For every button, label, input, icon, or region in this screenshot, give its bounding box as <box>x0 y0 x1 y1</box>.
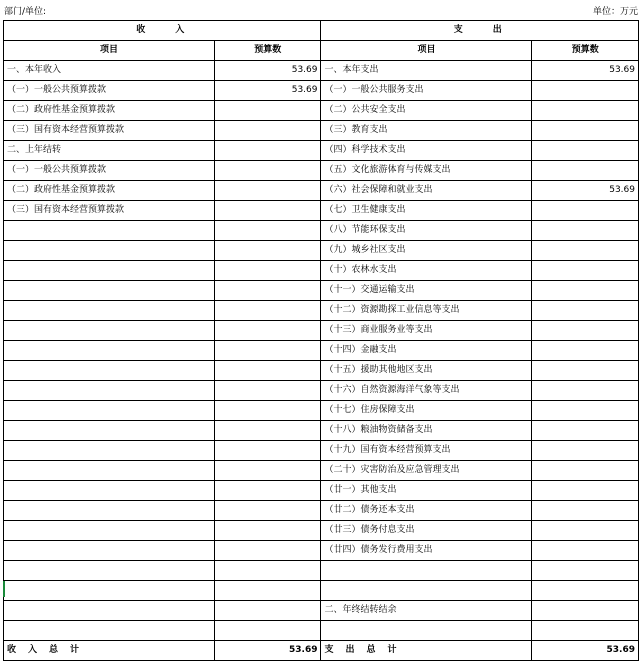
income-value-cell <box>214 241 321 261</box>
expense-value-cell: 53.69 <box>532 181 639 201</box>
expense-value-cell <box>532 221 639 241</box>
expense-value-cell <box>532 381 639 401</box>
table-row <box>4 561 639 581</box>
income-value-cell <box>214 581 321 601</box>
expense-item-cell: （十六）自然资源海洋气象等支出 <box>321 381 532 401</box>
expense-value-cell <box>532 281 639 301</box>
expense-item-cell: （廿一）其他支出 <box>321 481 532 501</box>
expense-item-cell: （九）城乡社区支出 <box>321 241 532 261</box>
expense-value-cell <box>532 581 639 601</box>
income-value-cell <box>214 441 321 461</box>
income-item-cell <box>4 561 215 581</box>
income-item-cell <box>4 461 215 481</box>
expense-total-label: 支出总计 <box>321 641 532 661</box>
budget-table <box>3 20 639 661</box>
total-row <box>4 641 639 661</box>
expense-item-cell: （十一）交通运输支出 <box>321 281 532 301</box>
income-value-cell <box>214 561 321 581</box>
income-value-cell: 53.69 <box>214 61 321 81</box>
header-row-main <box>4 21 639 41</box>
expense-value-cell <box>532 321 639 341</box>
expense-item-cell: （七）卫生健康支出 <box>321 201 532 221</box>
expense-item-cell: （廿四）债务发行费用支出 <box>321 541 532 561</box>
income-value-cell <box>214 201 321 221</box>
table-row <box>4 341 639 361</box>
expense-total-value: 53.69 <box>532 641 639 661</box>
income-budget-header: 预算数 <box>214 41 321 61</box>
income-value-cell <box>214 501 321 521</box>
expense-header: 支 出 <box>321 21 639 41</box>
income-value-cell <box>214 601 321 621</box>
income-item-cell: （三）国有资本经营预算拨款 <box>4 201 215 221</box>
expense-item-cell <box>321 581 532 601</box>
table-row <box>4 161 639 181</box>
income-value-cell <box>214 301 321 321</box>
expense-value-cell <box>532 141 639 161</box>
table-row <box>4 261 639 281</box>
expense-value-cell <box>532 401 639 421</box>
income-item-cell <box>4 501 215 521</box>
expense-item-cell: （十八）粮油物资储备支出 <box>321 421 532 441</box>
table-row <box>4 141 639 161</box>
expense-item-cell: （八）节能环保支出 <box>321 221 532 241</box>
income-value-cell <box>214 181 321 201</box>
expense-item-header: 项目 <box>321 41 532 61</box>
expense-item-cell: （十五）援助其他地区支出 <box>321 361 532 381</box>
expense-item-cell: （二十）灾害防治及应急管理支出 <box>321 461 532 481</box>
income-total-label: 收入总计 <box>4 641 215 661</box>
income-value-cell <box>214 261 321 281</box>
income-item-cell: （一）一般公共预算拨款 <box>4 161 215 181</box>
table-row <box>4 381 639 401</box>
income-item-cell <box>4 481 215 501</box>
table-row <box>4 241 639 261</box>
income-item-cell: 二、上年结转 <box>4 141 215 161</box>
income-value-cell <box>214 221 321 241</box>
income-item-cell <box>4 321 215 341</box>
table-row <box>4 581 639 601</box>
income-value-cell <box>214 381 321 401</box>
expense-value-cell <box>532 621 639 641</box>
unit-label: 单位：万元 <box>592 7 638 17</box>
selection-marker <box>3 581 5 597</box>
table-row <box>4 301 639 321</box>
table-row <box>4 321 639 341</box>
expense-value-cell <box>532 201 639 221</box>
dept-label: 部门/单位: <box>4 7 47 17</box>
expense-value-cell <box>532 241 639 261</box>
expense-value-cell <box>532 521 639 541</box>
income-value-cell <box>214 321 321 341</box>
income-value-cell: 53.69 <box>214 81 321 101</box>
expense-value-cell <box>532 561 639 581</box>
income-item-cell <box>4 241 215 261</box>
expense-item-cell: （三）教育支出 <box>321 121 532 141</box>
income-header: 收 入 <box>4 21 321 41</box>
income-item-cell <box>4 281 215 301</box>
income-item-cell <box>4 261 215 281</box>
expense-value-cell <box>532 361 639 381</box>
income-value-cell <box>214 341 321 361</box>
table-row <box>4 521 639 541</box>
expense-item-cell: （二）公共安全支出 <box>321 101 532 121</box>
income-item-cell: （二）政府性基金预算拨款 <box>4 181 215 201</box>
expense-item-cell <box>321 561 532 581</box>
expense-item-cell: （十二）资源勘探工业信息等支出 <box>321 301 532 321</box>
expense-item-cell: （十九）国有资本经营预算支出 <box>321 441 532 461</box>
income-value-cell <box>214 521 321 541</box>
expense-value-cell <box>532 441 639 461</box>
expense-value-cell <box>532 301 639 321</box>
income-item-cell <box>4 521 215 541</box>
expense-value-cell <box>532 481 639 501</box>
table-row <box>4 501 639 521</box>
income-item-cell <box>4 441 215 461</box>
table-row <box>4 541 639 561</box>
income-value-cell <box>214 101 321 121</box>
table-row <box>4 461 639 481</box>
table-row <box>4 81 639 101</box>
income-total-value: 53.69 <box>214 641 321 661</box>
income-value-cell <box>214 361 321 381</box>
expense-value-cell <box>532 161 639 181</box>
table-row <box>4 121 639 141</box>
income-value-cell <box>214 141 321 161</box>
expense-value-cell <box>532 261 639 281</box>
expense-value-cell <box>532 541 639 561</box>
income-item-cell <box>4 361 215 381</box>
income-item-cell <box>4 601 215 621</box>
expense-item-cell: （十四）金融支出 <box>321 341 532 361</box>
table-row <box>4 201 639 221</box>
expense-value-cell <box>532 341 639 361</box>
header-row-sub <box>4 41 639 61</box>
income-item-cell <box>4 221 215 241</box>
income-value-cell <box>214 461 321 481</box>
table-row <box>4 481 639 501</box>
expense-value-cell <box>532 81 639 101</box>
expense-item-cell: （五）文化旅游体育与传媒支出 <box>321 161 532 181</box>
expense-item-cell: 二、年终结转结余 <box>321 601 532 621</box>
income-value-cell <box>214 401 321 421</box>
income-value-cell <box>214 281 321 301</box>
income-item-cell <box>4 581 215 601</box>
expense-item-cell: （十七）住房保障支出 <box>321 401 532 421</box>
table-row <box>4 181 639 201</box>
expense-item-cell: （廿三）债务付息支出 <box>321 521 532 541</box>
table-row <box>4 281 639 301</box>
expense-item-cell: （一）一般公共服务支出 <box>321 81 532 101</box>
expense-value-cell <box>532 101 639 121</box>
income-value-cell <box>214 621 321 641</box>
income-value-cell <box>214 161 321 181</box>
expense-value-cell: 53.69 <box>532 61 639 81</box>
expense-value-cell <box>532 601 639 621</box>
table-row <box>4 621 639 641</box>
expense-item-cell <box>321 621 532 641</box>
income-value-cell <box>214 421 321 441</box>
income-item-cell: （三）国有资本经营预算拨款 <box>4 121 215 141</box>
expense-value-cell <box>532 121 639 141</box>
expense-value-cell <box>532 421 639 441</box>
income-item-cell <box>4 401 215 421</box>
expense-item-cell: （六）社会保障和就业支出 <box>321 181 532 201</box>
income-item-cell: （一）一般公共预算拨款 <box>4 81 215 101</box>
income-item-cell <box>4 381 215 401</box>
expense-value-cell <box>532 501 639 521</box>
expense-budget-header: 预算数 <box>532 41 639 61</box>
income-item-cell <box>4 341 215 361</box>
table-row <box>4 61 639 81</box>
table-row <box>4 221 639 241</box>
income-item-header: 项目 <box>4 41 215 61</box>
table-row <box>4 421 639 441</box>
expense-item-cell: （十三）商业服务业等支出 <box>321 321 532 341</box>
income-item-cell: （二）政府性基金预算拨款 <box>4 101 215 121</box>
income-item-cell <box>4 421 215 441</box>
table-row <box>4 361 639 381</box>
expense-item-cell: （四）科学技术支出 <box>321 141 532 161</box>
income-item-cell <box>4 621 215 641</box>
income-item-cell <box>4 541 215 561</box>
income-value-cell <box>214 481 321 501</box>
table-row <box>4 601 639 621</box>
income-item-cell: 一、本年收入 <box>4 61 215 81</box>
table-row <box>4 441 639 461</box>
expense-item-cell: （廿二）债务还本支出 <box>321 501 532 521</box>
expense-item-cell: 一、本年支出 <box>321 61 532 81</box>
income-item-cell <box>4 301 215 321</box>
table-row <box>4 401 639 421</box>
income-value-cell <box>214 121 321 141</box>
report-meta <box>0 0 642 20</box>
income-value-cell <box>214 541 321 561</box>
table-row <box>4 101 639 121</box>
expense-value-cell <box>532 461 639 481</box>
expense-item-cell: （十）农林水支出 <box>321 261 532 281</box>
